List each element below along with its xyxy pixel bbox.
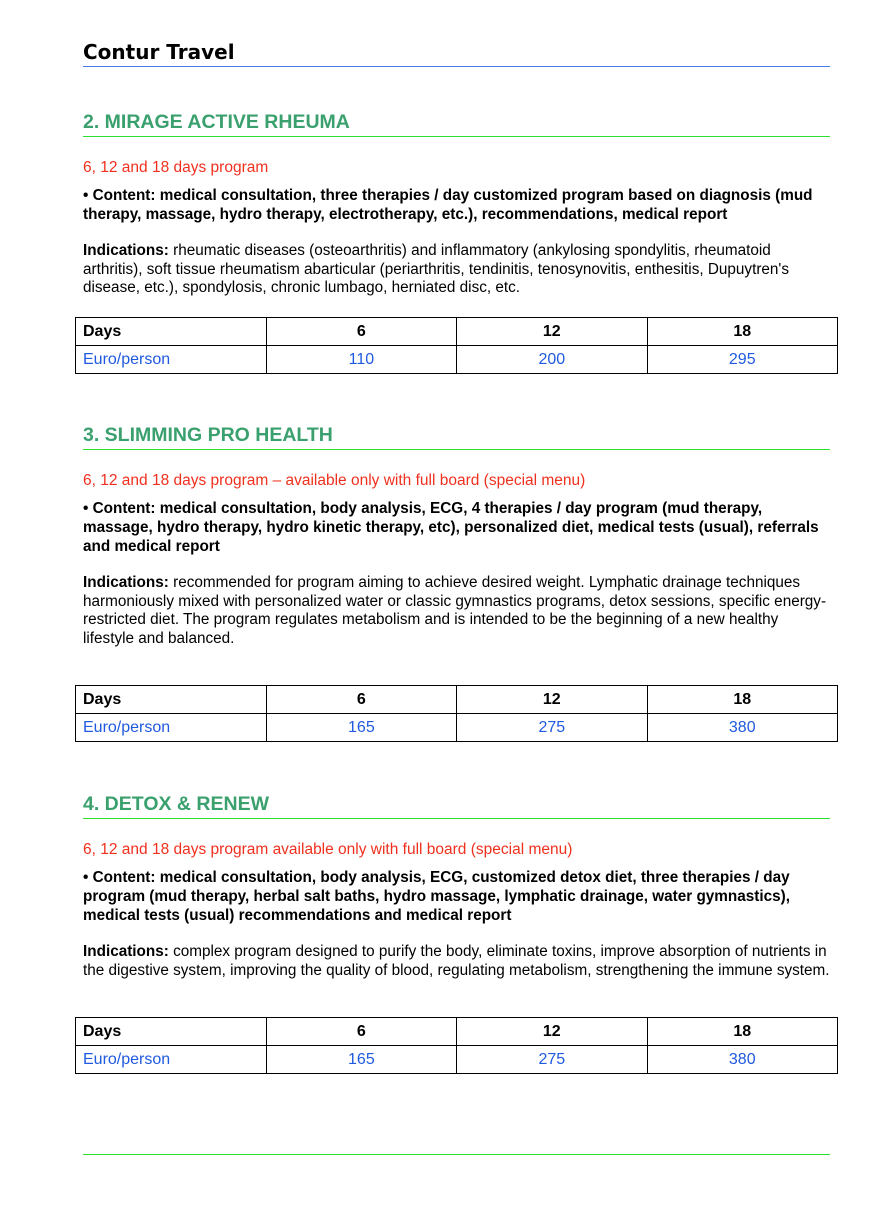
table-cell: 380: [647, 714, 837, 742]
table-cell: 200: [457, 346, 647, 374]
price-table: [75, 1017, 838, 1074]
table-cell: 6: [266, 1018, 456, 1046]
section-title: 2. MIRAGE ACTIVE RHEUMA: [83, 110, 830, 137]
table-row-days: [76, 686, 838, 714]
indications-text: recommended for program aiming to achieve desired weight. Lymphatic drainage techniques harmoniously mixed with personalized water or classic gymnastics programs, detox sessions, specific energy-restricted diet. The program regulates metabolism and is intended to be the beginning of a new healthy lifestyle and balanced.: [83, 574, 827, 648]
content-line: • Content: medical consultation, body analysis, ECG, customized detox diet, three therapies / day program (mud therapy, herbal salt baths, hydro massage, lymphatic drainage, water gymnastics), medical tests (usual) recommendations and medical report: [83, 869, 790, 924]
table-cell: Euro/person: [76, 714, 267, 742]
table-cell: 12: [457, 1018, 647, 1046]
table-cell: 6: [266, 686, 456, 714]
program-content: [83, 499, 830, 556]
header-divider: [83, 66, 830, 67]
program-duration: 6, 12 and 18 days program: [83, 159, 269, 176]
price-table: [75, 685, 838, 742]
program-content: [83, 186, 830, 224]
program-indications: [83, 242, 830, 298]
document-header-title: Contur Travel: [83, 40, 235, 64]
table-cell: 6: [266, 318, 456, 346]
table-cell: 275: [457, 714, 647, 742]
footer-divider: [83, 1154, 830, 1155]
program-indications: [83, 943, 830, 980]
table-cell: 110: [266, 346, 456, 374]
table-row-price: [76, 1046, 838, 1074]
program-indications: [83, 574, 830, 649]
table-cell: Days: [76, 686, 267, 714]
table-row-price: [76, 346, 838, 374]
table-cell: 165: [266, 1046, 456, 1074]
program-duration: 6, 12 and 18 days program available only with full board (special menu): [83, 841, 573, 858]
table-cell: Days: [76, 318, 267, 346]
table-cell: 12: [457, 318, 647, 346]
table-cell: Euro/person: [76, 346, 267, 374]
indications-label: Indications:: [83, 574, 169, 591]
table-cell: 165: [266, 714, 456, 742]
table-cell: 12: [457, 686, 647, 714]
program-content: [83, 868, 830, 925]
table-row-price: [76, 714, 838, 742]
table-row-days: [76, 318, 838, 346]
table-cell: 295: [647, 346, 837, 374]
indications-label: Indications:: [83, 242, 169, 259]
content-line: • Content: medical consultation, three therapies / day customized program based on diagnosis (mud therapy, massage, hydro therapy, electrotherapy, etc.), recommendations, medical report: [83, 187, 813, 223]
section-title: 4. DETOX & RENEW: [83, 792, 830, 819]
table-cell: Days: [76, 1018, 267, 1046]
indications-text: rheumatic diseases (osteoarthritis) and inflammatory (ankylosing spondylitis, rheumatoid arthritis), soft tissue rheumatism abarticular (periarthritis, tendinitis, tenosynovitis, enthesitis, Dupuytren's disease, etc.), spondylosis, chronic lumbago, herniated disc, etc.: [83, 242, 790, 297]
indications-label: Indications:: [83, 943, 169, 960]
table-cell: 18: [647, 318, 837, 346]
content-line: • Content: medical consultation, body analysis, ECG, 4 therapies / day program (mud therapy, massage, hydro therapy, hydro kinetic therapy, etc), personalized diet, medical tests (usual), referrals: [83, 500, 819, 536]
content-line: and medical report: [83, 538, 220, 555]
section-detox-renew: [83, 792, 830, 980]
indications-text: complex program designed to purify the body, eliminate toxins, improve absorption of nutrients in the digestive system, improving the quality of blood, regulating metabolism, strengthening the immune system.: [83, 943, 830, 979]
section-title: 3. SLIMMING PRO HEALTH: [83, 423, 830, 450]
program-duration: 6, 12 and 18 days program – available only with full board (special menu): [83, 472, 586, 489]
section-mirage-active-rheuma: [83, 110, 830, 298]
table-cell: Euro/person: [76, 1046, 267, 1074]
section-slimming-pro-health: [83, 423, 830, 649]
table-cell: 380: [647, 1046, 837, 1074]
table-cell: 18: [647, 686, 837, 714]
price-table: [75, 317, 838, 374]
table-row-days: [76, 1018, 838, 1046]
table-cell: 275: [457, 1046, 647, 1074]
table-cell: 18: [647, 1018, 837, 1046]
